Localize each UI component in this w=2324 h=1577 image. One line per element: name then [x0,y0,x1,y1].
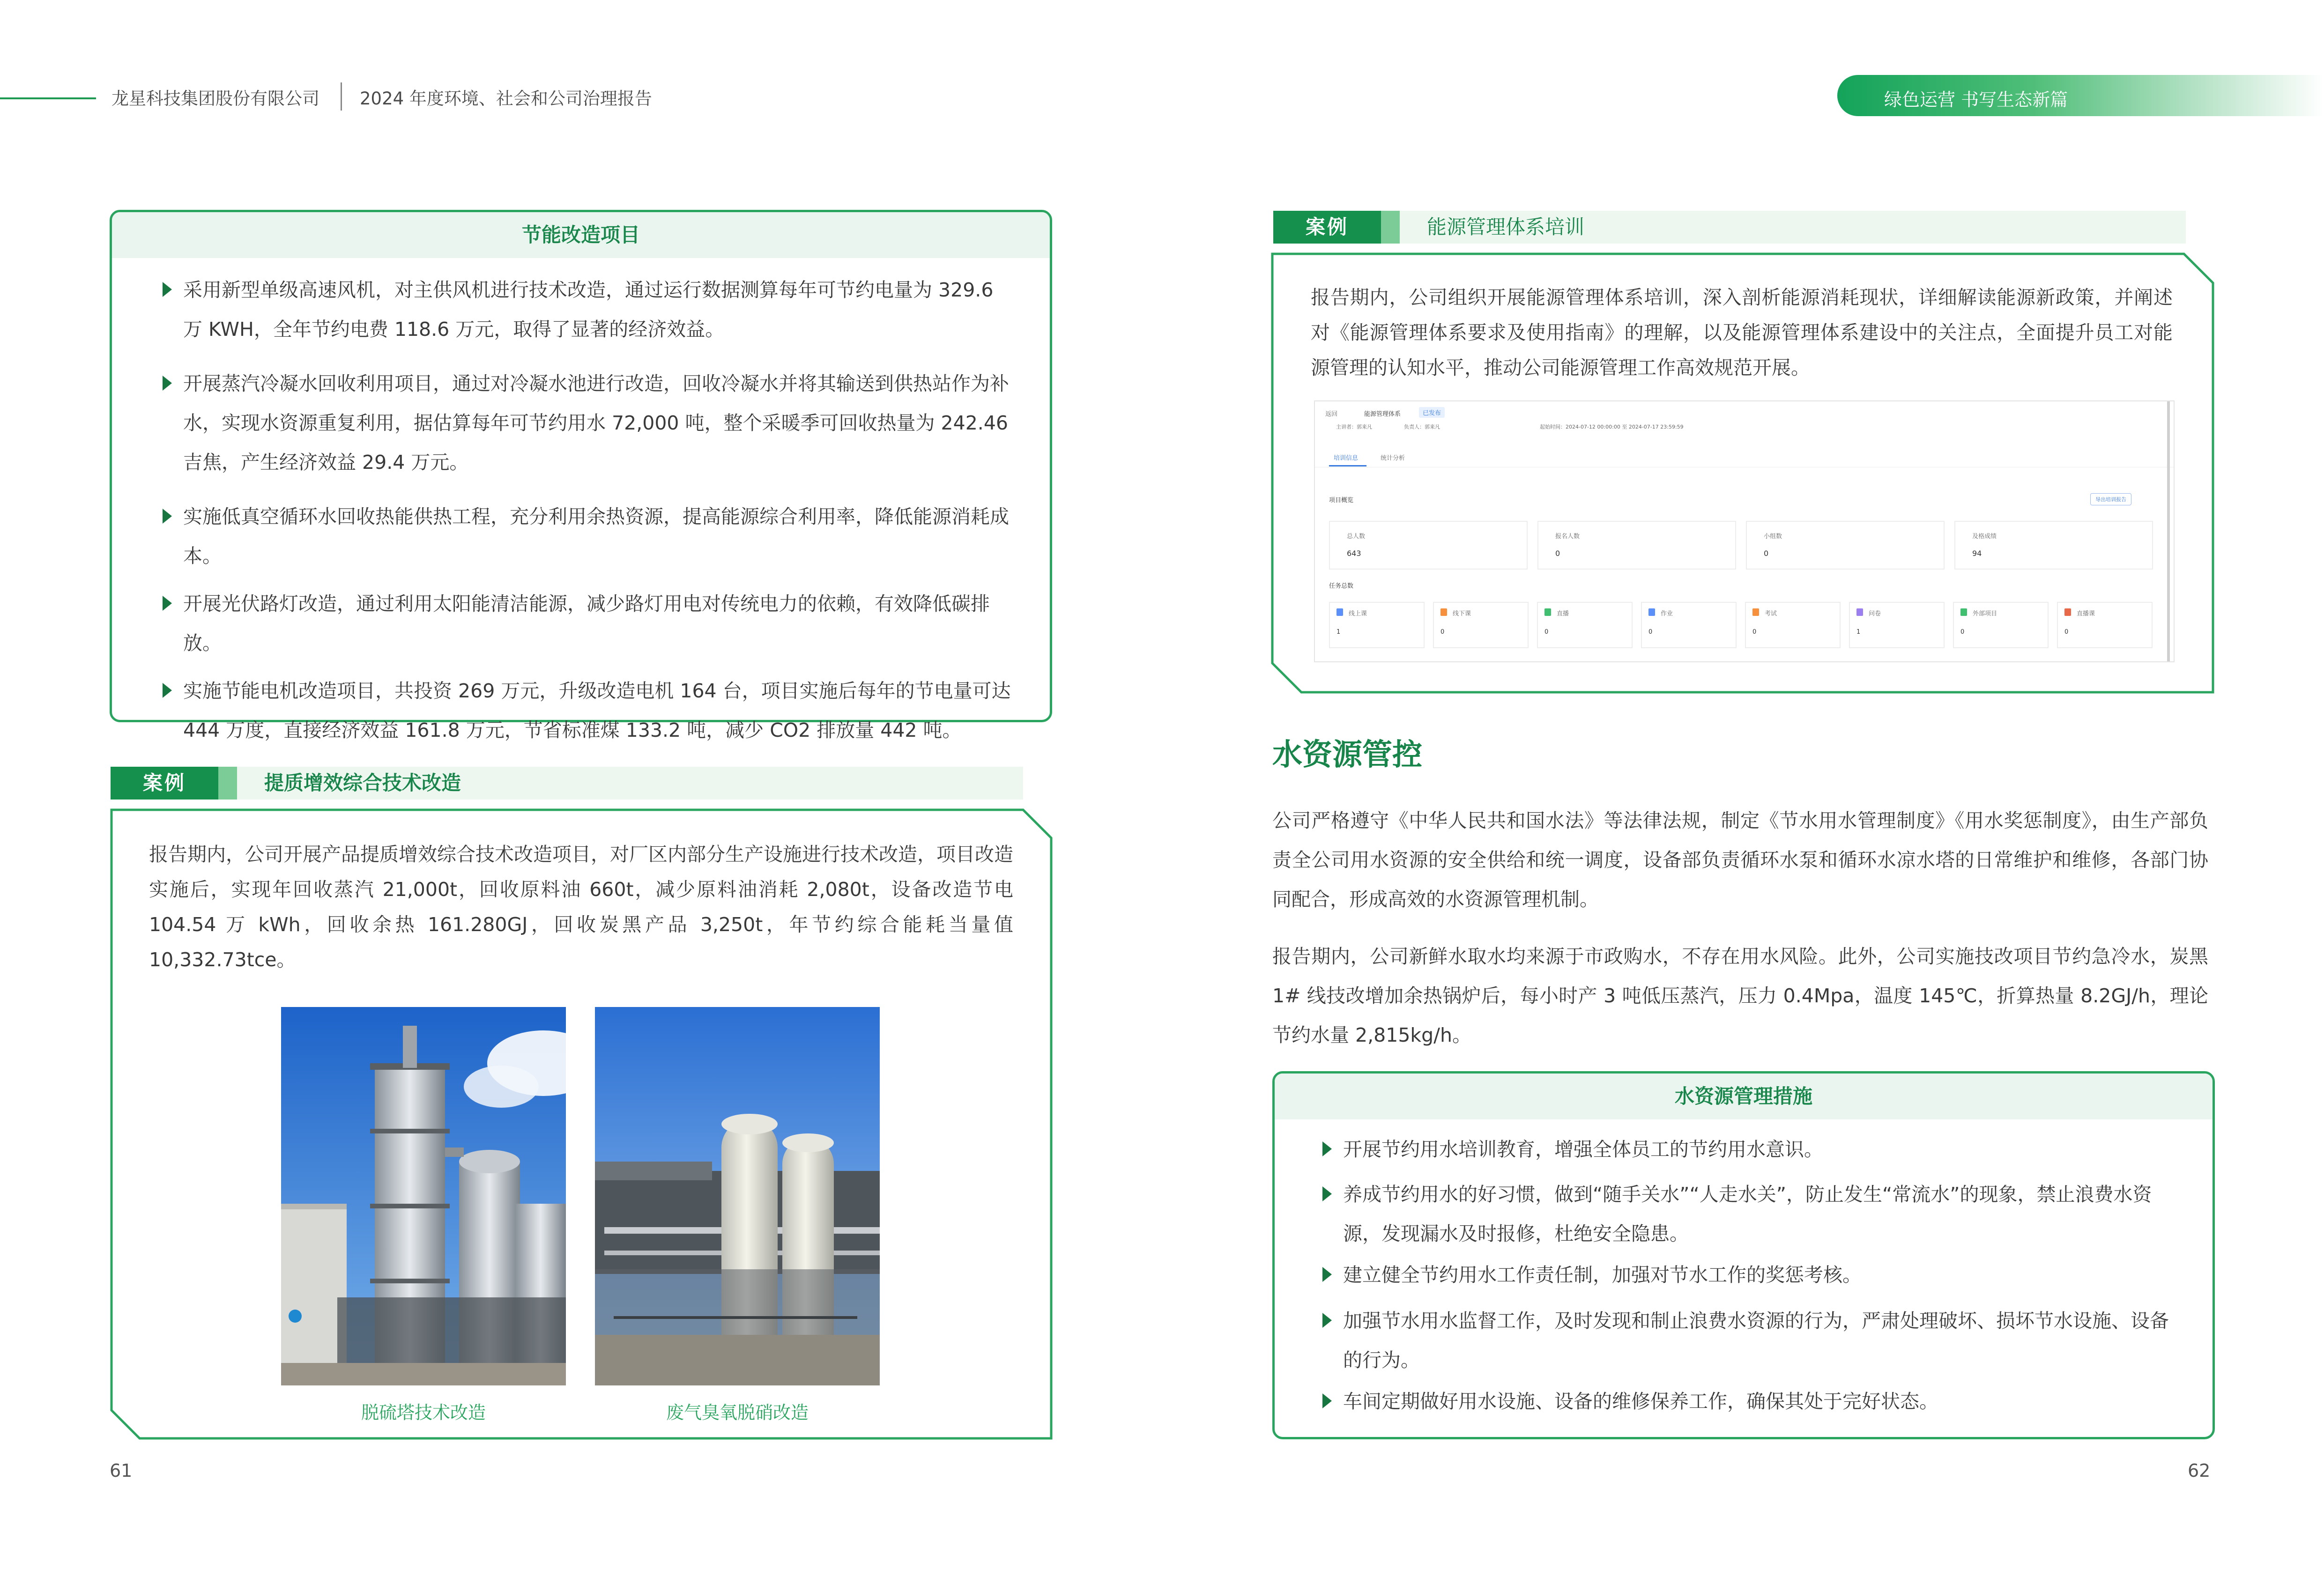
stat-value: 643 [1347,549,1361,558]
energy-item: 采用新型单级高速风机，对主供风机进行技术改造，通过运行数据测算每年可节约电量为 329.6 万 KWH，全年节约电费 118.6 万元，取得了显著的经济效益。 [161,270,1018,349]
training-name: 能源管理体系 [1364,411,1401,418]
stat-label: 小组数 [1764,533,1782,540]
task-card[interactable] [2057,602,2153,648]
task-value: 0 [1752,629,1757,636]
energy-item: 开展蒸汽冷凝水回收利用项目，通过对冷凝水池进行改造，回收冷凝水并将其输送到供热站作为补水，实现水资源重复利用，据估算每年可节约用水 72,000 吨，整个采暖季可回收热量为 242.46 吉焦，产生经济效益 29.4 万元。 [161,364,1018,482]
task-label: 直播课 [2077,610,2095,617]
course-icon [1336,608,1343,616]
task-value: 1 [1336,629,1341,636]
photo2-caption: 废气臭氧脱硝改造 [666,1402,809,1423]
water-box-title: 水资源管理措施 [1275,1074,2213,1119]
water-measure-item: 建立健全节约用水工作责任制，加强对节水工作的奖惩考核。 [1321,1255,2183,1295]
survey-icon [1856,608,1863,616]
overview-title: 项目概览 [1329,497,1354,504]
scrollbar[interactable] [2167,401,2170,661]
energy-item: 实施低真空循环水回收热能供热工程，充分利用余热资源，提高能源综合利用率，降低能源消耗成本。 [161,497,1018,576]
task-label: 问卷 [1869,610,1881,617]
header-separator [341,82,342,111]
case-tag-accent [1381,211,1400,244]
task-value: 0 [1440,629,1445,636]
stat-card [1954,521,2153,570]
meta-owner: 负责人：郭来凡 [1404,424,1440,430]
case-tag: 案例 [1273,211,1381,244]
case-tag: 案例 [111,767,218,800]
header-rule [0,97,96,99]
task-card[interactable] [1953,602,2049,648]
energy-list [161,270,1018,750]
case2-text: 报告期内，公司组织开展能源管理体系培训，深入剖析能源消耗现状，详细解读能源新政策，并阐述对《能源管理体系要求及使用指南》的理解，以及能源管理体系建设中的关注点，全面提升员工对能源管理的认知水平，推动公司能源管理工作高效规范开展。 [1311,286,2173,379]
task-card[interactable] [1849,602,1945,648]
task-card[interactable] [1641,602,1737,648]
water-heading: 水资源管控 [1272,738,1422,772]
page-number-left: 61 [110,1460,133,1481]
task-label: 考试 [1765,610,1777,617]
energy-project-box [110,210,1052,741]
company-name: 龙星科技集团股份有限公司 [111,89,319,109]
export-button[interactable]: 导出培训报告 [2090,493,2131,505]
task-card[interactable] [1433,602,1529,648]
live-course-icon [2064,608,2071,616]
water-measure-item: 养成节约用水的好习惯，做到“随手关水”“人走水关”，防止发生“常流水”的现象，禁止浪费水资源，发现漏水及时报修，杜绝安全隐患。 [1321,1175,2183,1253]
task-card[interactable] [1329,602,1425,648]
water-measures-list [1321,1130,2183,1421]
case1-title: 提质增效综合技术改造 [264,771,461,794]
task-label: 线上课 [1349,610,1367,617]
case-tag-accent [218,767,237,800]
task-value: 1 [1856,629,1861,636]
task-value: 0 [1544,629,1549,636]
water-measures-box [1272,1071,2215,1439]
task-card[interactable] [1537,602,1633,648]
stat-label: 及格成绩 [1972,533,1997,540]
offline-course-icon [1440,608,1447,616]
water-measure-item: 车间定期做好用水设施、设备的维修保养工作，确保其处于完好状态。 [1321,1382,2183,1421]
page-number-right: 62 [2188,1460,2211,1481]
water-para2: 报告期内，公司新鲜水取水均来源于市政购水，不存在用水风险。此外，公司实施技改项目节约急冷水，炭黑 1# 线技改增加余热锅炉后，每小时产 3 吨低压蒸汽，压力 0.4Mpa，温度 145℃，折算热量 8.2GJ/h，理论节约水量 2,815kg/h。 [1272,945,2208,1046]
meta-lecturer: 主讲者：郭来凡 [1336,424,1372,430]
energy-item: 实施节能电机改造项目，共投资 269 万元，升级改造电机 164 台，项目实施后每年的节电量可达 444 万度，直接经济效益 161.8 万元，节省标准煤 133.2 吨，减少 CO2 排放量 442 吨。 [161,671,1018,750]
water-measure-item: 开展节约用水培训教育，增强全体员工的节约用水意识。 [1321,1130,2183,1169]
task-card[interactable] [1745,602,1841,648]
external-project-icon [1960,608,1967,616]
stat-label: 总人数 [1347,533,1366,540]
report-title: 2024 年度环境、社会和公司治理报告 [360,89,652,109]
task-value: 0 [1648,629,1653,636]
denitration-photo [595,1007,880,1385]
training-screenshot [1314,400,2175,662]
energy-box-title: 节能改造项目 [112,212,1050,258]
task-label: 线下课 [1453,610,1471,617]
task-value: 0 [2064,629,2069,636]
stat-value: 0 [1764,549,1769,558]
task-label: 外部项目 [1973,610,1997,617]
task-label: 作业 [1661,610,1673,617]
homework-icon [1648,608,1655,616]
section-title: 绿色运营 书写生态新篇 [1884,89,2068,110]
stat-value: 0 [1555,549,1560,558]
stat-value: 94 [1972,549,1982,558]
task-label: 直播 [1557,610,1569,617]
stat-label: 报名人数 [1555,533,1580,540]
section-banner [1837,75,2324,116]
energy-item: 开展光伏路灯改造，通过利用太阳能清洁能源，减少路灯用电对传统电力的依赖，有效降低碳排放。 [161,584,1018,663]
task-total-title: 任务总数 [1329,583,1354,590]
stat-card [1537,521,1736,570]
exam-icon [1752,608,1759,616]
case1-text: 报告期内，公司开展产品提质增效综合技术改造项目，对厂区内部分生产设施进行技术改造，项目改造实施后，实现年回收蒸汽 21,000t，回收原料油 660t，减少原料油消耗 2,080t，设备改造节电 104.54 万 kWh，回收余热 161.280GJ，回收炭黑产品 3,250t，年节约综合能耗当量值 10,332.73tce。 [149,843,1013,971]
stat-card [1746,521,1945,570]
task-value: 0 [1960,629,1965,636]
live-icon [1544,608,1551,616]
water-para1: 公司严格遵守《中华人民共和国水法》等法律法规，制定《节水用水管理制度》《用水奖惩制度》，由生产部负责全公司用水资源的安全供给和统一调度，设备部负责循环水泵和循环水凉水塔的日常维护和维修，各部门协同配合，形成高效的水资源管理机制。 [1272,809,2208,911]
tab-statistics[interactable]: 统计分析 [1381,455,1405,462]
stat-card [1329,521,1528,570]
photo1-caption: 脱硫塔技术改造 [361,1402,486,1423]
desulfurization-photo [281,1007,566,1385]
case2-title: 能源管理体系培训 [1427,215,1585,238]
case2-bar [1273,211,2186,244]
water-measure-item: 加强节水用水监督工作，及时发现和制止浪费水资源的行为，严肃处理破坏、损坏节水设施、设备的行为。 [1321,1301,2183,1380]
active-tab-indicator [1329,465,1366,466]
status-badge: 已发布 [1419,407,1445,418]
tab-training-info[interactable]: 培训信息 [1334,455,1359,462]
back-link[interactable]: 返回 [1325,411,1338,418]
case1-bar [111,767,1023,800]
meta-time: 起始时间：2024-07-12 00:00:00 至 2024-07-17 23:59:59 [1540,424,1684,430]
